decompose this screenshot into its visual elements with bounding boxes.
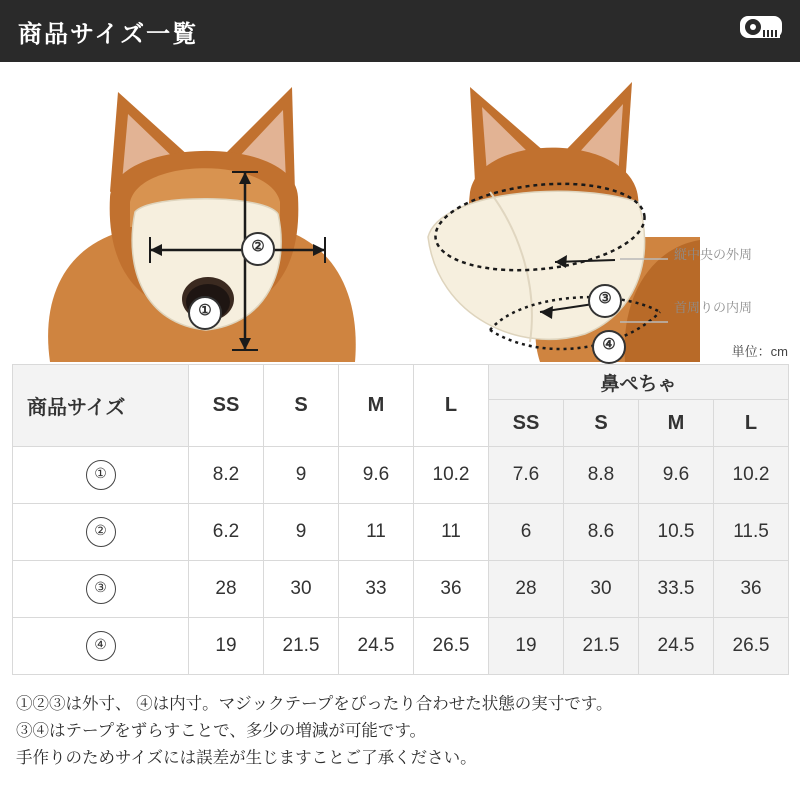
col-header-m: M (339, 365, 414, 447)
cell: 28 (489, 561, 564, 618)
table-row (13, 561, 789, 618)
cell: 10.2 (714, 447, 789, 504)
col-header-s: S (264, 365, 339, 447)
size-table-wrap (0, 364, 800, 675)
cell: 11 (339, 504, 414, 561)
col-header-pecha-s: S (564, 400, 639, 447)
table-row (13, 447, 789, 504)
page-header (0, 0, 800, 62)
row-marker-cell (13, 618, 189, 675)
cell: 28 (189, 561, 264, 618)
cell: 26.5 (714, 618, 789, 675)
cell: 9.6 (339, 447, 414, 504)
tape-measure-icon (738, 12, 784, 50)
page-title: 商品サイズ一覧 (18, 20, 199, 48)
row-marker: ② (86, 517, 116, 547)
cell: 7.6 (489, 447, 564, 504)
cell: 6.2 (189, 504, 264, 561)
group-header-pecha: 鼻ぺちゃ (489, 365, 789, 400)
cell: 10.5 (639, 504, 714, 561)
unit-note: 単位：cm (731, 344, 788, 359)
cell: 19 (189, 618, 264, 675)
callout-4: ④ (592, 330, 626, 364)
cell: 30 (564, 561, 639, 618)
cell: 26.5 (414, 618, 489, 675)
row-marker-cell (13, 504, 189, 561)
product-illustration (0, 62, 800, 364)
callout-1: ① (188, 296, 222, 330)
cell: 8.8 (564, 447, 639, 504)
cell: 11.5 (714, 504, 789, 561)
cell: 33 (339, 561, 414, 618)
callout-3: ③ (588, 284, 622, 318)
label-neck-inner: 首周りの内周 (674, 300, 753, 315)
cell: 8.6 (564, 504, 639, 561)
row-marker-cell (13, 447, 189, 504)
col-header-l: L (414, 365, 489, 447)
cell: 9.6 (639, 447, 714, 504)
table-row (13, 618, 789, 675)
row-marker-cell (13, 561, 189, 618)
table-group-header-row (13, 365, 789, 400)
footnote-line: ③④はテープをずらすことで、多少の増減が可能です。 (16, 722, 427, 741)
cell: 9 (264, 504, 339, 561)
row-marker: ③ (86, 574, 116, 604)
cell: 36 (414, 561, 489, 618)
cell: 9 (264, 447, 339, 504)
size-table (12, 364, 789, 675)
cell: 19 (489, 618, 564, 675)
col-header-pecha-l: L (714, 400, 789, 447)
footnote-line: 手作りのためサイズには誤差が生じますことご了承ください。 (16, 749, 477, 768)
cell: 36 (714, 561, 789, 618)
cell: 10.2 (414, 447, 489, 504)
table-row (13, 504, 789, 561)
cell: 30 (264, 561, 339, 618)
footnote-line: ①②③は外寸、 ④は内寸。マジックテープをぴったり合わせた状態の実寸です。 (16, 695, 613, 713)
cell: 21.5 (564, 618, 639, 675)
col-header-ss: SS (189, 365, 264, 447)
cell: 6 (489, 504, 564, 561)
table-corner-label: 商品サイズ (13, 365, 189, 447)
footnotes (0, 675, 800, 773)
callout-2: ② (241, 232, 275, 266)
cell: 33.5 (639, 561, 714, 618)
cell: 11 (414, 504, 489, 561)
cell: 24.5 (339, 618, 414, 675)
cell: 21.5 (264, 618, 339, 675)
row-marker: ④ (86, 631, 116, 661)
col-header-pecha-ss: SS (489, 400, 564, 447)
label-vertical-outer: 縦中央の外周 (674, 247, 753, 262)
cell: 8.2 (189, 447, 264, 504)
cell: 24.5 (639, 618, 714, 675)
col-header-pecha-m: M (639, 400, 714, 447)
row-marker: ① (86, 460, 116, 490)
